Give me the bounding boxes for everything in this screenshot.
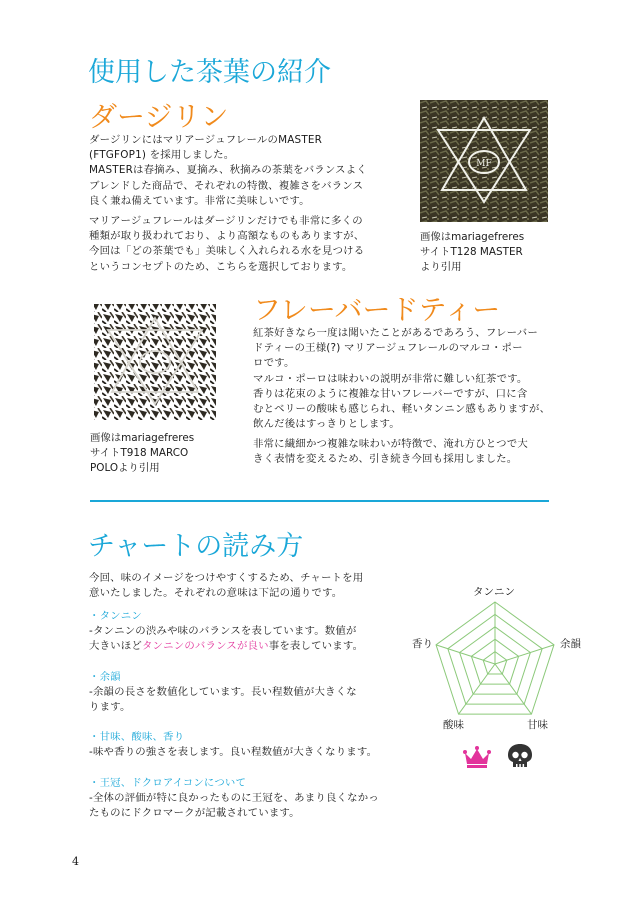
flavored-tea-heading: フレーバードティー <box>253 293 501 326</box>
darjeeling-tea-image <box>420 100 548 222</box>
legend-heading-taste: ・甘味、酸味、香り <box>89 731 185 744</box>
legend-text-tannin-b: 事を表しています。 <box>268 640 364 653</box>
radar-chart-grid <box>400 580 590 740</box>
flavored-paragraph-2: 非常に繊細かつ複雑な味わいが特徴で、淹れ方ひとつで大 きく表情を変えるため、引き続き今回も採用しました。 <box>253 438 528 466</box>
darjeeling-paragraph-2: マリアージュフレールはダージリンだけでも非常に多くの 種類が取り扱われており、より高額なものもありますが、 今回は「どの茶葉でも」美味しく入れられる水を見つける というコンセプトのため、こちらを選択しております。 <box>89 215 365 273</box>
crown-icon <box>462 745 492 769</box>
legend-item-taste <box>89 730 409 760</box>
radar-label-aftertaste: 余韻 <box>560 638 581 650</box>
legend-text-aftertaste: -余韻の長さを数値化しています。長い程数値が大きくな ります。 <box>89 685 357 714</box>
darjeeling-heading: ダージリン <box>89 100 229 133</box>
section-divider <box>90 500 549 502</box>
legend-item-icons <box>89 776 409 822</box>
legend-heading-tannin: ・タンニン <box>89 610 142 622</box>
legend-heading-icons: ・王冠、ドクロアイコンについて <box>89 776 247 789</box>
legend-text-tannin <box>89 624 409 654</box>
section-title-tea-leaves: 使用した茶葉の紹介 <box>88 57 331 88</box>
legend-item-tannin <box>89 609 409 655</box>
section-title-chart-guide: チャートの読み方 <box>88 531 304 562</box>
radar-label-aroma: 香り <box>412 638 433 650</box>
marco-polo-image-caption: 画像はmariagefreres サイトT918 MARCO POLOより引用 <box>90 432 195 474</box>
radar-label-tannin: タンニン <box>473 586 515 598</box>
legend-item-aftertaste <box>89 670 409 716</box>
radar-chart <box>400 580 590 740</box>
chart-intro-text: 今回、味のイメージをつけやすくするため、チャートを用 意いたしました。それぞれの意味は下記の通りです。 <box>89 572 364 600</box>
legend-text-icons: -全体の評価が特に良かったものに王冠を、あまり良くなかっ たものにドクロマークが記載されています。 <box>89 791 379 820</box>
darjeeling-paragraph-1: ダージリンにはマリアージュフレールのMASTER (FTGFOP1) を採用しました。 MASTERは春摘み、夏摘み、秋摘みの茶葉をバランスよく ブレンドした商品で、それぞれの特徴、複雑さをバランス 良く兼ね備えています。非常に美味しいです。 <box>89 134 367 207</box>
svg-text:MF: MF <box>476 159 492 169</box>
darjeeling-image-caption: 画像はmariagefreres サイトT128 MASTER より引用 <box>420 231 525 273</box>
legend-text-taste: -味や香りの強さを表します。良い程数値が大きくなります。 <box>89 746 378 759</box>
flavored-paragraph-1: 紅茶好きなら一度は聞いたことがあるであろう、フレーバー ドティーの王様(?) マリアージュフレールのマルコ・ポー ロです。 マルコ・ポーロは味わいの説明が非常に難しい紅茶です。 香りは花束のように複雑な甘いフレーバーですが、口に含 むとベリーの酸味も感じられ、軽いタンニン感もありますが、 飲んだ後はすっきりとします。 <box>253 327 551 431</box>
legend-highlight-tannin: タンニンのバランスが良い <box>141 640 269 653</box>
radar-label-sweetness: 甘味 <box>527 719 548 731</box>
legend-heading-aftertaste: ・余韻 <box>89 670 121 683</box>
chart-legend-list <box>89 609 409 821</box>
skull-icon <box>507 743 533 771</box>
marco-polo-tea-image <box>90 300 220 422</box>
legend-text-tannin-a: -タンニンの渋みや味のバランスを表しています。数値が 大きいほど <box>89 625 357 653</box>
page-number: 4 <box>72 855 79 868</box>
radar-label-acidity: 酸味 <box>443 719 464 731</box>
